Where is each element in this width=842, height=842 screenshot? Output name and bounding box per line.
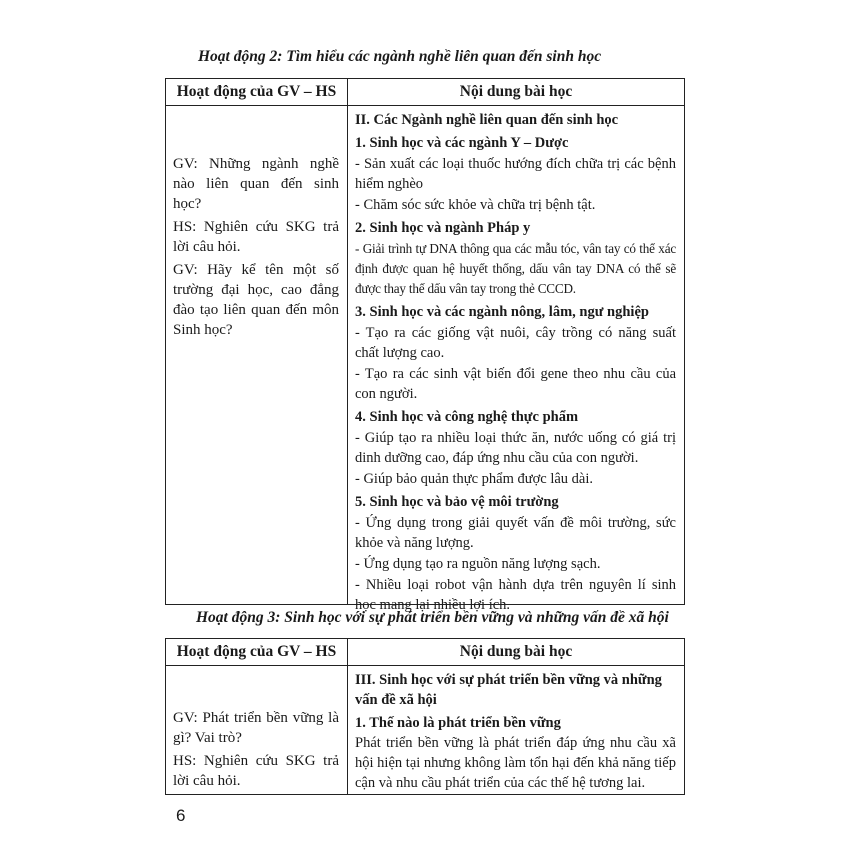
activity2-teacher-column xyxy=(166,106,348,604)
activity2-left-line: HS: Nghiên cứu SKG trả lời câu hỏi. xyxy=(173,219,339,255)
section-title: 1. Sinh học và các ngành Y – Dược xyxy=(355,135,569,151)
activity2-table xyxy=(165,78,685,613)
section-title: 3. Sinh học và các ngành nông, lâm, ngư nghiệp xyxy=(355,304,649,320)
section-item: - Ứng dụng tạo ra nguồn năng lượng sạch. xyxy=(355,556,601,572)
section-item: - Ứng dụng trong giải quyết vấn đề môi trường, sức khỏe và năng lượng. xyxy=(355,515,676,551)
activity3-heading: III. Sinh học với sự phát triển bền vững và những vấn đề xã hội xyxy=(355,672,662,708)
section-title: 5. Sinh học và bảo vệ môi trường xyxy=(355,494,559,510)
section-item: - Giúp tạo ra nhiều loại thức ăn, nước uống có giá trị dinh dưỡng cao, đáp ứng nhu cầu của con người. xyxy=(355,430,676,466)
activity2-caption: Hoạt động 2: Tìm hiểu các ngành nghề liên quan đến sinh học xyxy=(198,48,602,65)
section-item: - Giải trình tự DNA thông qua các mẫu tóc, vân tay có thể xác định được quan hệ huyết thống, dấu vân tay DNA có thể sẽ được thay thế dấu vân tay trong thẻ CCCD. xyxy=(355,241,676,296)
activity3-teacher-column xyxy=(166,666,348,794)
activity3-header-row xyxy=(166,639,684,666)
section-item: - Tạo ra các giống vật nuôi, cây trồng có năng suất chất lượng cao. xyxy=(355,325,676,361)
activity3-table xyxy=(165,638,685,795)
activity2-header-row xyxy=(166,79,684,106)
section-item: - Nhiều loại robot vận hành dựa trên nguyên lí sinh học mang lại nhiều lợi ích. xyxy=(355,577,676,613)
activity2-header-right: Nội dung bài học xyxy=(459,83,573,100)
section-title: 2. Sinh học và ngành Pháp y xyxy=(355,220,531,236)
section-item: - Tạo ra các sinh vật biến đổi gene theo nhu cầu của con người. xyxy=(355,366,676,402)
activity3-header-right: Nội dung bài học xyxy=(459,643,573,660)
section-title: 4. Sinh học và công nghệ thực phẩm xyxy=(355,409,579,425)
activity3-content-column xyxy=(348,666,684,794)
activity2-body-row xyxy=(166,106,684,613)
activity3-header-left: Hoạt động của GV – HS xyxy=(166,639,348,665)
activity3-left-line: HS: Nghiên cứu SKG trả lời câu hỏi. xyxy=(173,753,339,789)
section-item: - Sản xuất các loại thuốc hướng đích chữa trị các bệnh hiểm nghèo xyxy=(355,156,676,192)
activity3-left-line: GV: Phát triển bền vững là gì? Vai trò? xyxy=(173,710,339,746)
activity3-caption: Hoạt động 3: Sinh học với sự phát triển bền vững và những vấn đề xã hội xyxy=(196,609,669,626)
page-number: 6 xyxy=(176,806,186,825)
activity2-heading: II. Các Ngành nghề liên quan đến sinh học xyxy=(355,112,619,128)
section-item: - Giúp bảo quản thực phẩm được lâu dài. xyxy=(355,471,594,487)
section-item: - Chăm sóc sức khỏe và chữa trị bệnh tật. xyxy=(355,197,596,213)
activity2-left-line: GV: Những ngành nghề nào liên quan đến sinh học? xyxy=(173,156,339,212)
activity3-section-title: 1. Thế nào là phát triển bền vững xyxy=(355,715,561,731)
activity3-body-row xyxy=(166,666,684,795)
activity2-header-left: Hoạt động của GV – HS xyxy=(166,79,348,105)
activity2-content-column xyxy=(348,106,684,613)
activity3-paragraph: Phát triển bền vững là phát triển đáp ứng nhu cầu xã hội hiện tại nhưng không làm tổn hại đến khả năng tiếp cận và nhu cầu phát triển của các thế hệ tương lai. xyxy=(355,735,676,791)
activity2-left-line: GV: Hãy kể tên một số trường đại học, cao đẳng đào tạo liên quan đến môn Sinh học? xyxy=(173,262,339,338)
